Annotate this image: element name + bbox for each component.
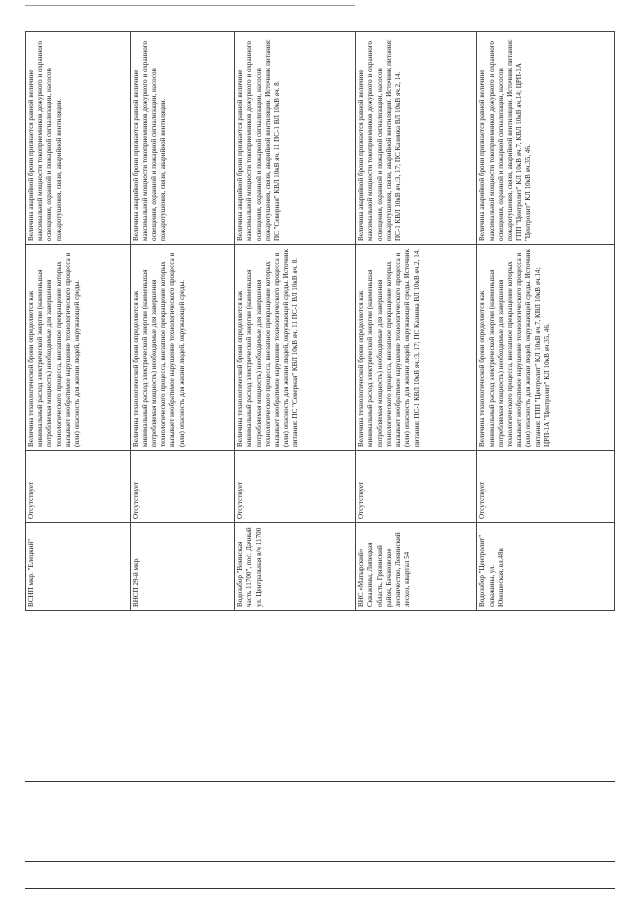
object-name-cell: Водозабор "Воинская часть 11700", пос. Дачный ул. Центральная в/ч 11700 (235, 523, 356, 611)
status-cell: Отсутствует (356, 451, 477, 523)
tech-reserve-cell: Величина технологической брони определяется как минимальный расход электрической энергии (наименьшая потребляемая мощность) необходимые для завершения технологического процесса, внезапное прекращение которых вызывает необратимое нарушение технологического процесса и (или) опасность для жизни людей, окружающей среды. Источник питания: ГПП "Центролит" КЛ 10кВ яч.7, КВЛ 10кВ яч.14; ЦРП-1А "Центролит" КЛ 10кВ яч.35, 46. (477, 245, 615, 451)
tech-reserve-cell: Величина технологической брони определяется как минимальный расход электрической энергии (наименьшая потребляемая мощность) необходимые для завершения технологического процесса, внезапное прекращение которых вызывает необратимое нарушение технологического процесса и (или) опасность для жизни людей, окружающей среды. (26, 245, 131, 451)
status-cell: Отсутствует (235, 451, 356, 523)
tech-reserve-cell: Величина технологической брони определяется как минимальный расход электрической энергии (наименьшая потребляемая мощность) необходимые для завершения технологического процесса, внезапное прекращение которых вызывает необратимое нарушение технологического процесса и (или) опасность для жизни людей, окружающей среды. Источник питания: ПС-1 КВЛ 10кВ яч.:3, 17; ПС Казинка ВЛ 10кВ яч.2, 14. (356, 245, 477, 451)
emergency-reserve-cell: Величина аварийной брони признается равной величине максимальной мощности токоприемников дежурного и охранного освещения, охранной и пожарной сигнализации, насосов пожаротушения, связи, аварийной вентиляции. Источник питания: ПС "Северная" КВЛ 10кВ яч. 11 ПС-1 ВЛ 10кВ яч. 8. (235, 32, 356, 245)
object-name-cell: ВНСП 29-й мкр. (130, 523, 235, 611)
table-row (130, 32, 235, 611)
status-cell: Отсутствует (26, 451, 131, 523)
rotated-table-wrapper (25, 32, 615, 611)
table-row (356, 32, 477, 611)
status-cell: Отсутствует (130, 451, 235, 523)
object-name-cell: ВНС «Матырский» Скважины, Липецкая область, Грязинский район, Бачановское лесничество, Ленинский лесхоз, квартал 54 (356, 523, 477, 611)
emergency-reserve-cell: Величина аварийной брони признается равной величине максимальной мощности токоприемников дежурного и охранного освещения, охранной и пожарной сигнализации, насосов пожаротушения, связи, аварийной вентиляции. (26, 32, 131, 245)
power-reserve-table (25, 31, 615, 611)
table-row (477, 32, 615, 611)
emergency-reserve-cell: Величина аварийной брони признается равной величине максимальной мощности токоприемников дежурного и охранного освещения, охранной и пожарной сигнализации, насосов пожаротушения, связи, аварийной вентиляции. Источник питания: ГПП "Центролит" КЛ 10кВ яч.7, КВЛ 10кВ яч.14; ЦРП-1А "Центролит" КЛ 10кВ яч.35, 46. (477, 32, 615, 245)
top-divider (25, 5, 355, 6)
tech-reserve-cell: Величина технологической брони определяется как минимальный расход электрической энергии (наименьшая потребляемая мощность) необходимые для завершения технологического процесса, внезапное прекращение которых вызывает необратимое нарушение технологического процесса и (или) опасность для жизни людей, окружающей среды. (130, 245, 235, 451)
status-cell: Отсутствует (477, 451, 615, 523)
table-row (235, 32, 356, 611)
tech-reserve-cell: Величина технологической брони определяется как минимальный расход электрической энергии (наименьшая потребляемая мощность) необходимые для завершения технологического процесса, внезапное прекращение которых вызывает необратимое нарушение технологического процесса и (или) опасность для жизни людей, окружающей среды. Источник питания: ПС "Северная" КВЛ 10кВ яч. 11 ПС-1 ВЛ 10кВ яч. 8. (235, 245, 356, 451)
divider-line-3 (25, 888, 615, 889)
table-row (26, 32, 131, 611)
object-name-cell: ВСНП мкр. "Елецкий" (26, 523, 131, 611)
divider-line-2 (25, 861, 615, 862)
emergency-reserve-cell: Величина аварийной брони признается равной величине максимальной мощности токоприемников дежурного и охранного освещения, охранной и пожарной сигнализации, насосов пожаротушения, связи, аварийной вентиляции. Источник питания: ПС-1 КВЛ 10кВ яч.:3, 17; ПС Казинка ВЛ 10кВ яч.2, 14. (356, 32, 477, 245)
emergency-reserve-cell: Величина аварийной брони признается равной величине максимальной мощности токоприемников дежурного и охранного освещения, охранной и пожарной сигнализации, насосов пожаротушения, связи, аварийной вентиляции. (130, 32, 235, 245)
object-name-cell: Водозабор "Центролит" скважины, ул. Юношеская, вл.48в (477, 523, 615, 611)
divider-line-1 (25, 781, 615, 782)
